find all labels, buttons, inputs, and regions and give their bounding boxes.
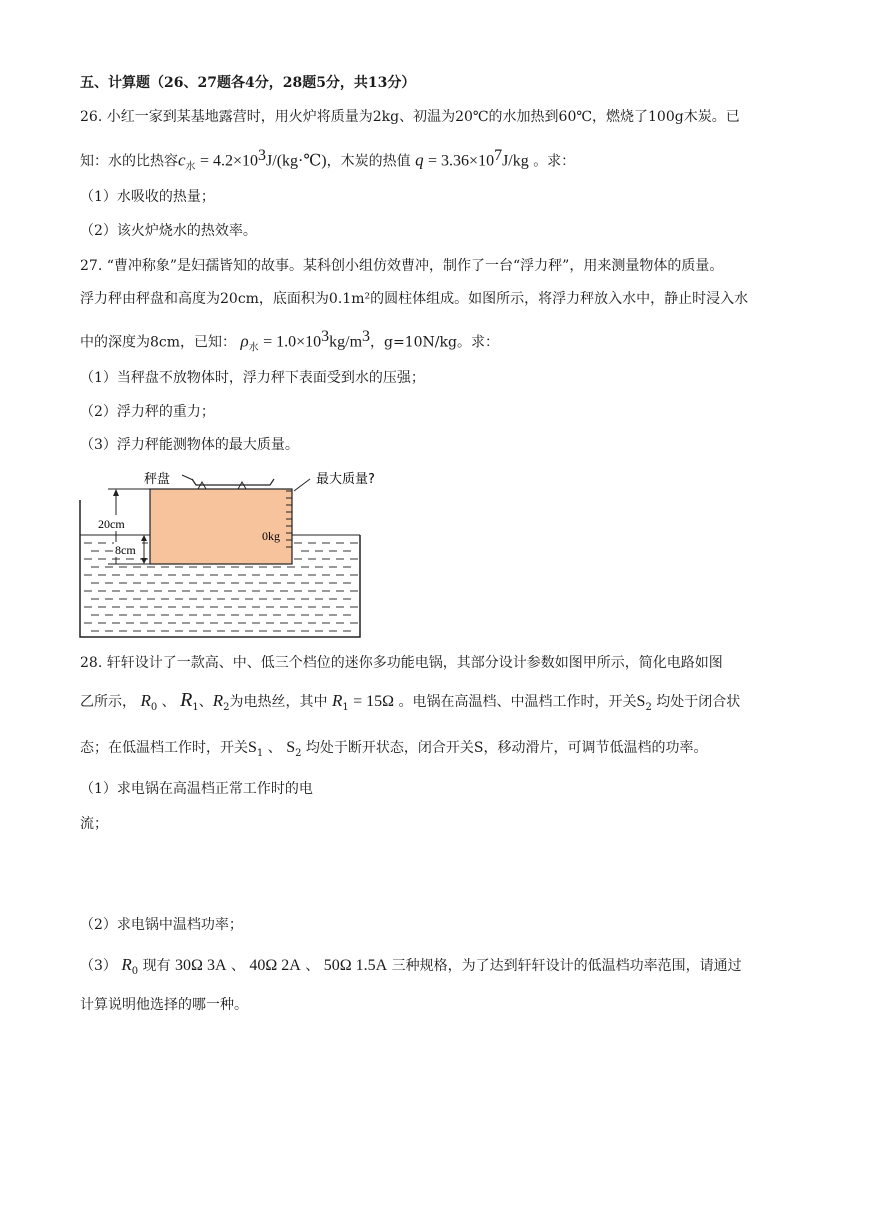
label-8cm: 8cm bbox=[115, 543, 136, 557]
arrowhead-8-up bbox=[141, 535, 147, 541]
max-mass-label: 最大质量? bbox=[316, 472, 375, 487]
pan-label: 秤盘 bbox=[144, 472, 171, 487]
q26-sub-2: （2）该火炉烧水的热效率。 bbox=[80, 223, 257, 239]
q27-sub-3: （3）浮力秤能测物体的最大质量。 bbox=[80, 437, 299, 453]
q28-sub-2: （2）求电锅中温档功率； bbox=[80, 917, 243, 933]
q27-line-2: 浮力秤由秤盘和高度为20cm，底面积为0.1m²的圆柱体组成。如图所示，将浮力秤放入水中，静止时浸入水 bbox=[80, 291, 749, 307]
q28-sub-1: （1）求电锅在高温档正常工作时的电 bbox=[80, 781, 313, 797]
q27-sub-1: （1）当秤盘不放物体时，浮力秤下表面受到水的压强； bbox=[80, 370, 425, 386]
arrowhead-8-down bbox=[141, 558, 147, 564]
scale-pan bbox=[192, 479, 274, 485]
q28-line-2: 乙所示， $R_0$ 、 $R_1$、$R_2$为电热丝，其中 $R_1 = 15\Omega$ 。电锅在高温档、中温档工作时，开关$S_2$ 均处于闭合状 bbox=[80, 689, 741, 713]
q28-sub-3-cont: 计算说明他选择的哪一种。 bbox=[80, 997, 248, 1013]
cylinder-block bbox=[150, 489, 292, 564]
q28-line-3: 态；在低温档工作时，开关$S_1$ 、 $S_2$ 均处于断开状态，闭合开关S，移动滑片，可调节低温档的功率。 bbox=[80, 739, 708, 759]
zero-label: 0kg bbox=[262, 529, 280, 543]
max-label-leader bbox=[294, 479, 310, 491]
arrowhead-up bbox=[113, 489, 119, 496]
q27-line-3: 中的深度为8cm，已知： $\rho_水 = 1.0\times 10^3kg/m^3$，g=10N/kg。求： bbox=[80, 328, 499, 354]
q28-sub-3: （3） $R_0$ 现有 30Ω 3A 、 40Ω 2A 、 50Ω 1.5A 三种规格，为了达到轩轩设计的低温档功率范围，请通过 bbox=[80, 955, 742, 977]
q26-line-1: 26. 小红一家到某基地露营时，用火炉将质量为2kg、初温为20℃的水加热到60℃，燃烧了100g木炭。已 bbox=[80, 109, 740, 125]
floating-scale-figure bbox=[78, 465, 378, 645]
section-title: 五、计算题（26、27题各4分，28题5分，共13分） bbox=[80, 75, 416, 91]
q28-sub-1-cont: 流； bbox=[80, 816, 108, 832]
q26-line-2: 知：水的比热容$c_水$ = $4.2\times 10^3J/(kg\cdot℃)$，木炭的热值 $q = 3.36\times 10^7J/kg$ 。求： bbox=[80, 147, 576, 173]
q27-sub-2: （2）浮力秤的重力； bbox=[80, 404, 215, 420]
q26-sub-1: （1）水吸收的热量； bbox=[80, 189, 215, 205]
label-20cm: 20cm bbox=[98, 517, 125, 531]
q27-line-1: 27. “曹冲称象”是妇孺皆知的故事。某科创小组仿效曹冲，制作了一台“浮力秤”，用来测量物体的质量。 bbox=[80, 258, 724, 274]
pan-label-leader bbox=[182, 475, 193, 480]
q28-line-1: 28. 轩轩设计了一款高、中、低三个档位的迷你多功能电锅，其部分设计参数如图甲所示，简化电路如图 bbox=[80, 655, 723, 671]
